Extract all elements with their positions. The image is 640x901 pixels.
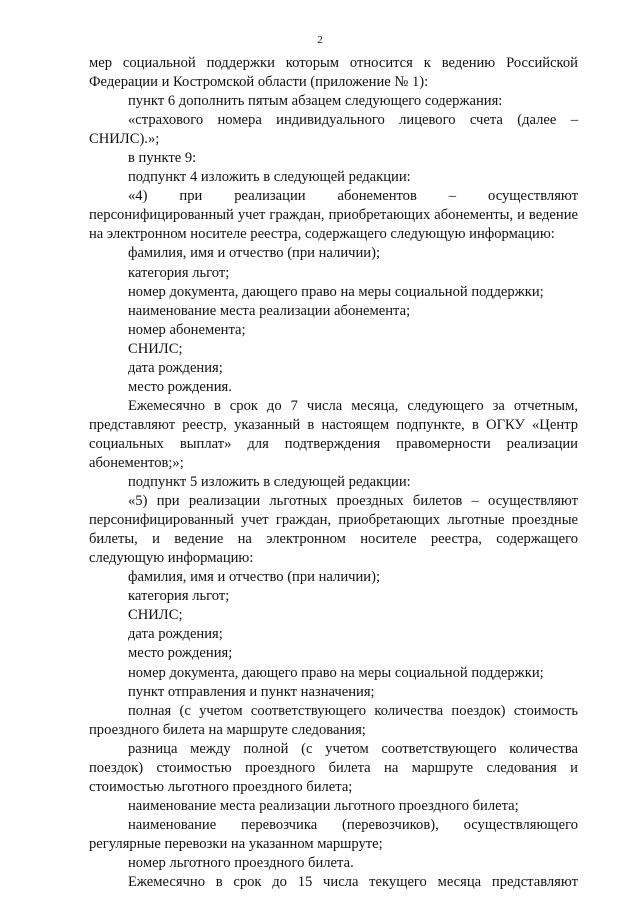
document-paragraph: «страхового номера индивидуального лицевого счета (далее – СНИЛС).»; xyxy=(89,112,578,148)
document-paragraph: «4) при реализации абонементов – осуществляют персонифицированный учет граждан, приобретающих абонементы, и ведение на электронном носителе реестра, содержащего следующую информацию: xyxy=(89,188,578,243)
document-paragraph: подпункт 4 изложить в следующей редакции: xyxy=(128,169,411,186)
document-paragraph: СНИЛС; xyxy=(128,607,183,624)
document-paragraph: дата рождения; xyxy=(128,359,223,376)
document-paragraph: номер абонемента; xyxy=(128,321,246,338)
document-paragraph: СНИЛС; xyxy=(128,340,183,357)
document-paragraph: категория льгот; xyxy=(128,264,230,281)
document-paragraph: категория льгот; xyxy=(128,588,230,605)
document-paragraph: Ежемесячно в срок до 7 числа месяца, следующего за отчетным, представляют реестр, указанный в настоящем подпункте, в ОГКУ «Центр социальных выплат» для подтверждения правомерности реализации абонементов;»; xyxy=(89,397,578,471)
document-paragraph: наименование места реализации абонемента; xyxy=(128,302,411,319)
page-number: 2 xyxy=(317,34,323,46)
document-paragraph: пункт 6 дополнить пятым абзацем следующего содержания: xyxy=(128,93,503,110)
document-paragraph: наименование перевозчика (перевозчиков), осуществляющего регулярные перевозки на указанном маршруте; xyxy=(89,816,578,852)
document-paragraph: номер документа, дающего право на меры социальной поддержки; xyxy=(128,283,544,300)
document-paragraph: в пункте 9: xyxy=(128,150,197,167)
document-paragraph: мер социальной поддержки которым относится к ведению Российской Федерации и Костромской области (приложение № 1): xyxy=(89,55,578,91)
document-paragraph: фамилия, имя и отчество (при наличии); xyxy=(128,569,381,586)
document-paragraph: место рождения; xyxy=(128,645,233,662)
document-paragraph: разница между полной (с учетом соответствующего количества поездок) стоимостью проездного билета на маршруте следования и стоимостью льготного проездного билета; xyxy=(89,740,578,795)
document-paragraph: место рождения. xyxy=(128,378,232,395)
document-paragraph: номер документа, дающего право на меры социальной поддержки; xyxy=(128,664,544,681)
document-paragraph: номер льготного проездного билета. xyxy=(128,854,354,871)
document-paragraph: фамилия, имя и отчество (при наличии); xyxy=(128,245,381,262)
document-paragraph: полная (с учетом соответствующего количества поездок) стоимость проездного билета на маршруте следования; xyxy=(89,702,578,738)
document-paragraph: «5) при реализации льготных проездных билетов – осуществляют персонифицированный учет граждан, приобретающих льготные проездные билеты, и ведение на электронном носителе реестра, содержащего следующую информацию: xyxy=(89,493,578,567)
document-paragraph: наименование места реализации льготного проездного билета; xyxy=(128,797,519,814)
document-paragraph: подпункт 5 изложить в следующей редакции: xyxy=(128,474,411,491)
document-paragraph: пункт отправления и пункт назначения; xyxy=(128,683,375,700)
document-paragraph: дата рождения; xyxy=(128,626,223,643)
document-paragraph: Ежемесячно в срок до 15 числа текущего месяца представляют xyxy=(128,874,578,891)
document-body xyxy=(89,54,578,892)
